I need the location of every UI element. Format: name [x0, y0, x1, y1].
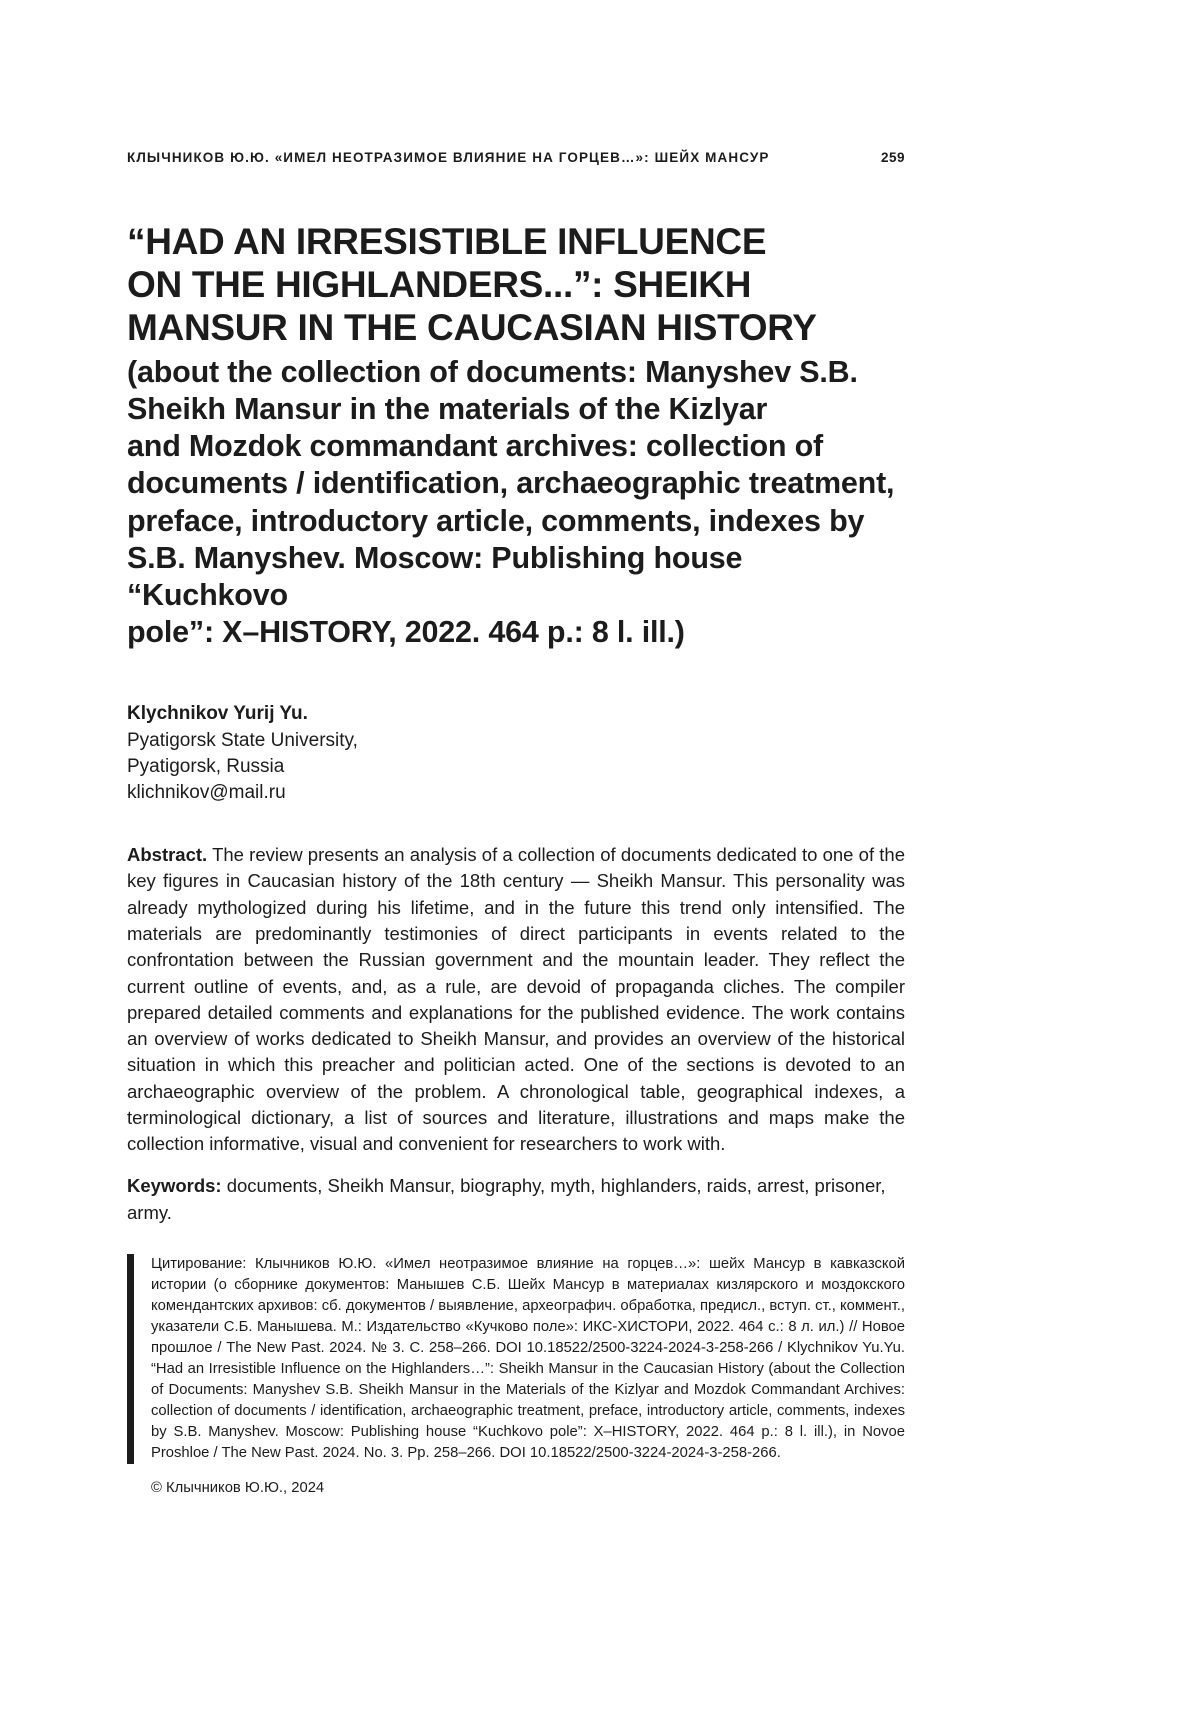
- abstract-label: Abstract.: [127, 844, 208, 866]
- keywords-label: Keywords:: [127, 1175, 222, 1197]
- author-email: klichnikov@mail.ru: [127, 782, 286, 803]
- article-title-main: “HAD AN IRRESISTIBLE INFLUENCE ON THE HIGHLANDERS...”: SHEIKH MANSUR IN THE CAUCASIAN HISTORY: [127, 221, 817, 348]
- author-location: Pyatigorsk, Russia: [127, 755, 285, 777]
- running-head-text: КЛЫЧНИКОВ Ю.Ю. «ИМЕЛ НЕОТРАЗИМОЕ ВЛИЯНИЕ НА ГОРЦЕВ…»: ШЕЙХ МАНСУР: [127, 150, 770, 165]
- author-affiliation: Pyatigorsk State University,: [127, 729, 358, 751]
- citation-text: Цитирование: Клычников Ю.Ю. «Имел неотразимое влияние на горцев…»: шейх Мансур в кавказской истории (о сборнике документов: Манышев С.Б. Шейх Мансур в материалах кизлярского и моздокского комендантских архивов: сб. документов / выявление, археографич. обработка, предисл., вступ. ст., коммент., указатели С.Б. Манышева. М.: Издательство «Кучково поле»: ИКС-ХИСТОРИ, 2022. 464 с.: 8 л. ил.) // Новое прошлое / The New Past. 2024. № 3. С. 258–266. DOI 10.18522/2500-3224-2024-3-258-266 / Klychnikov Yu.Yu. “Had an Irresistible Influence on the Highlanders…”: Sheikh Mansur in the Caucasian History (about the Collection of Documents: Manyshev S.B. Sheikh Mansur in the Materials of the Kizlyar and Mozdok Commandant Archives: collection of documents / identification, archaeographic treatment, preface, introductory article, comments, indexes by S.B. Manyshev. Moscow: Publishing house “Kuchkovo pole”: X–HISTORY, 2022. 464 p.: 8 l. ill.), in Novoe Proshloe / The New Past. 2024. No. 3. Pp. 258–266. DOI 10.18522/2500-3224-2024-3-258-266.: [151, 1255, 905, 1461]
- abstract-paragraph: [127, 842, 905, 1157]
- author-block: [127, 701, 905, 806]
- abstract-text: The review presents an analysis of a collection of documents dedicated to one of the key figures in Caucasian history of the 18th century — Sheikh Mansur. This personality was already mythologized during his lifetime, and in the future this trend only intensified. The materials are predominantly testimonies of direct participants in events related to the confrontation between the Russian government and the mountain leader. They reflect the current outline of events, and, as a rule, are devoid of propaganda cliches. The compiler prepared detailed comments and explanations for the published evidence. The work contains an overview of works dedicated to Sheikh Mansur, and provides an overview of the historical situation in which this preacher and politician acted. One of the sections is devoted to an archaeographic overview of the problem. A chronological table, geographical indexes, a terminological dictionary, a list of sources and literature, illustrations and maps make the collection informative, visual and convenient for researchers to work with.: [127, 844, 906, 1155]
- copyright-line: © Клычников Ю.Ю., 2024: [151, 1479, 325, 1496]
- page-number: 259: [880, 150, 905, 165]
- running-head: [127, 150, 905, 165]
- article-title-subtitle: (about the collection of documents: Manyshev S.B. Sheikh Mansur in the materials of the Kizlyar and Mozdok commandant archives: collection of documents / identification, archaeographic treatment, preface, introductory article, comments, indexes by S.B. Manyshev. Moscow: Publishing house “Kuchkovo pole”: X–HISTORY, 2022. 464 p.: 8 l. ill.): [127, 354, 895, 650]
- article-title: [127, 221, 905, 651]
- keywords-paragraph: [127, 1173, 905, 1226]
- author-name: Klychnikov Yurij Yu.: [127, 703, 308, 725]
- citation-block: [127, 1254, 905, 1464]
- keywords-text: documents, Sheikh Mansur, biography, myth, highlanders, raids, arrest, prisoner, army.: [127, 1175, 886, 1223]
